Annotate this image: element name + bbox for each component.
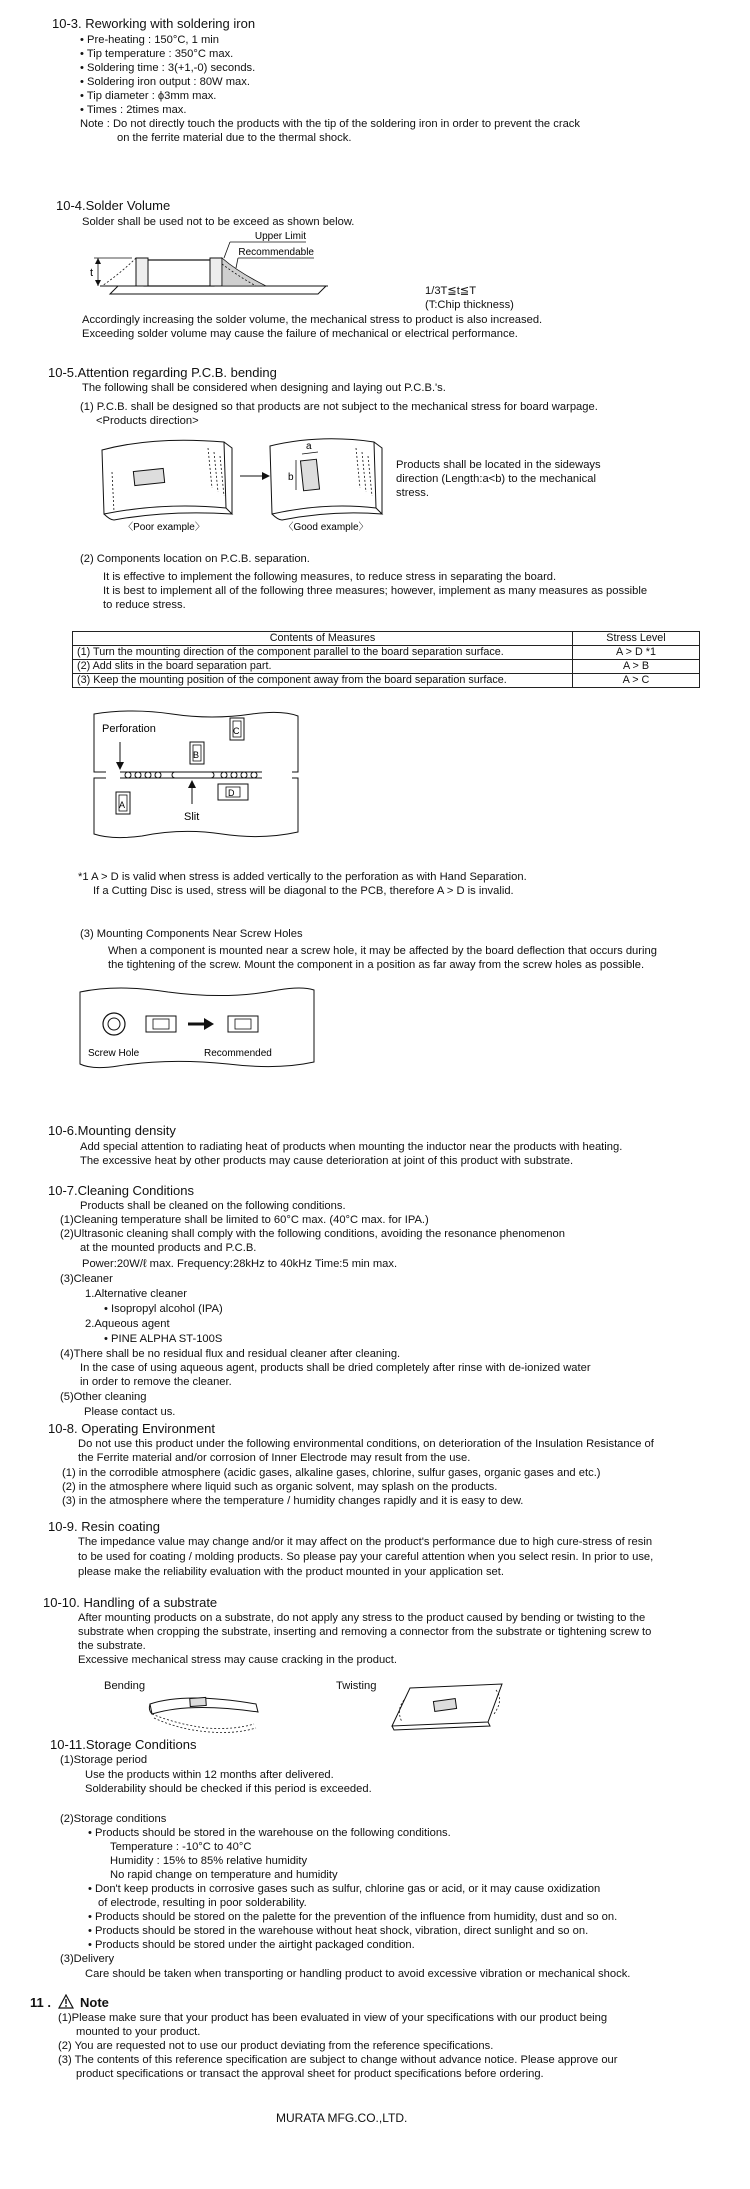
paragraph: at the mounted products and P.C.B. [80, 1242, 257, 1254]
paragraph: It is effective to implement the following measures, to reduce stress in separating the board. [103, 571, 557, 583]
paragraph: (1) P.C.B. shall be designed so that products are not subject to the mechanical stress for board warpage. [80, 401, 598, 413]
table-cell: A > B [573, 660, 700, 674]
paragraph: When a component is mounted near a screw hole, it may be affected by the board deflection that occurs during [108, 945, 657, 957]
paragraph: Power:20W/ℓ max. Frequency:28kHz to 40kHz Time:5 min max. [82, 1258, 398, 1270]
twisting-figure [388, 1680, 508, 1732]
paragraph: mounted to your product. [76, 2026, 201, 2038]
list-item: • Soldering time : 3(+1,-0) seconds. [80, 62, 256, 74]
good-example-label: 〈Good example〉 [283, 522, 369, 532]
paragraph: Add special attention to radiating heat of products when mounting the inductor near the products with heating. [80, 1141, 623, 1153]
list-item: • Pre-heating : 150°C, 1 min [80, 34, 219, 46]
paragraph: (2) Components location on P.C.B. separation. [80, 553, 310, 565]
component-a-label: A [119, 800, 126, 810]
section-10-9-title: 10-9. Resin coating [48, 1519, 161, 1534]
paragraph: Solderability should be checked if this period is exceeded. [85, 1783, 372, 1795]
pcb-direction-figure [94, 428, 384, 532]
paragraph: (3)Cleaner [60, 1273, 113, 1285]
footnote: *1 A > D is valid when stress is added vertically to the perforation as with Hand Separation. [78, 871, 527, 883]
table-row [73, 646, 700, 660]
recommendable-label: Recommendable [238, 247, 314, 258]
perforation-label: Perforation [102, 723, 156, 735]
paragraph: (2) in the atmosphere where liquid such as organic solvent, may splash on the products. [62, 1481, 498, 1493]
table-header-cell: Contents of Measures [73, 632, 573, 646]
paragraph: of electrode, resulting in poor solderability. [98, 1897, 307, 1909]
paragraph: (1) in the corrodible atmosphere (acidic gases, alkaline gases, chlorine, sulfur gases, organic gases and etc.) [62, 1467, 601, 1479]
list-item: • Soldering iron output : 80W max. [80, 76, 250, 88]
paragraph: The following shall be considered when designing and laying out P.C.B.'s. [82, 382, 446, 394]
paragraph: After mounting products on a substrate, do not apply any stress to the product caused by bending or twisting to the [78, 1612, 646, 1624]
formula-note: (T:Chip thickness) [425, 299, 514, 311]
component-d-label: D [228, 788, 235, 798]
paragraph: product specifications or transact the approval sheet for product specifications before ordering. [76, 2068, 544, 2080]
paragraph: direction (Length:a<b) to the mechanical [396, 473, 596, 485]
table-cell: A > C [573, 674, 700, 688]
paragraph: Excessive mechanical stress may cause cracking in the product. [78, 1654, 397, 1666]
table-cell: (2) Add slits in the board separation part. [73, 660, 573, 674]
note-line: Note : Do not directly touch the products with the tip of the soldering iron in order to prevent the crack [80, 118, 580, 130]
paragraph: (3)Delivery [60, 1953, 115, 1965]
paragraph: substrate when cropping the substrate, inserting and removing a connector from the substrate or tightening screw to [78, 1626, 652, 1638]
paragraph: Products shall be cleaned on the following conditions. [80, 1200, 346, 1212]
formula: 1/3T≦t≦T [425, 285, 477, 297]
paragraph: Exceeding solder volume may cause the failure of mechanical or electrical performance. [82, 328, 518, 340]
section-10-6-title: 10-6.Mounting density [48, 1123, 176, 1138]
paragraph: in order to remove the cleaner. [80, 1376, 232, 1388]
paragraph: please make the reliability evaluation with the product mounted in your application set. [78, 1566, 504, 1578]
screw-hole-label: Screw Hole [88, 1048, 140, 1059]
table-cell: A > D *1 [573, 646, 700, 660]
section-11-number: 11 . [30, 1995, 51, 2010]
paragraph: It is best to implement all of the following three measures; however, implement as many measures as possible [103, 585, 648, 597]
solder-volume-figure [88, 228, 408, 300]
paragraph: • Products should be stored under the airtight packaged condition. [88, 1939, 415, 1951]
paragraph: Accordingly increasing the solder volume, the mechanical stress to product is also increased. [82, 314, 543, 326]
paragraph: stress. [396, 487, 429, 499]
list-item: • Times : 2times max. [80, 104, 187, 116]
paragraph: Solder shall be used not to be exceed as shown below. [82, 216, 355, 228]
paragraph: Please contact us. [84, 1406, 176, 1418]
note-line: on the ferrite material due to the thermal shock. [117, 132, 352, 144]
screw-hole-figure [78, 984, 318, 1074]
paragraph: (2) You are requested not to use our product deviating from the reference specifications. [58, 2040, 494, 2052]
footer-company: MURATA MFG.CO.,LTD. [276, 2111, 408, 2125]
paragraph: • Products should be stored in the warehouse on the following conditions. [88, 1827, 451, 1839]
component-c-label: C [233, 726, 240, 736]
paragraph: • Products should be stored on the palette for the prevention of the influence from humidity, dust and so on. [88, 1911, 618, 1923]
paragraph: Temperature : -10°C to 40°C [110, 1841, 252, 1853]
board-separation-figure [92, 708, 302, 848]
component-b-label: B [193, 750, 200, 760]
paragraph: the substrate. [78, 1640, 146, 1652]
section-11-title: Note [80, 1995, 109, 2010]
paragraph: Use the products within 12 months after delivered. [85, 1769, 334, 1781]
paragraph: (1)Please make sure that your product has been evaluated in view of your specifications with our product being [58, 2012, 608, 2024]
footnote: If a Cutting Disc is used, stress will be diagonal to the PCB, therefore A > D is invalid. [93, 885, 514, 897]
paragraph: (1)Storage period [60, 1754, 148, 1766]
table-header-row [73, 632, 700, 646]
paragraph: • Isopropyl alcohol (IPA) [104, 1303, 223, 1315]
paragraph: (2)Storage conditions [60, 1813, 167, 1825]
paragraph: Care should be taken when transporting or handling product to avoid excessive vibration or mechanical shock. [85, 1968, 631, 1980]
fig-t-label: t [90, 267, 94, 279]
table-row [73, 660, 700, 674]
list-item: • Tip diameter : ϕ3mm max. [80, 90, 217, 102]
slit-label: Slit [184, 811, 200, 823]
paragraph: (3) in the atmosphere where the temperature / humidity changes rapidly and it is easy to dew. [62, 1495, 524, 1507]
paragraph: Humidity : 15% to 85% relative humidity [110, 1855, 308, 1867]
section-10-8-title: 10-8. Operating Environment [48, 1421, 215, 1436]
upper-limit-label: Upper Limit [254, 231, 306, 242]
paragraph: (4)There shall be no residual flux and residual cleaner after cleaning. [60, 1348, 401, 1360]
section-10-11-title: 10-11.Storage Conditions [50, 1737, 197, 1752]
fig-b-label: b [288, 472, 294, 483]
twisting-label: Twisting [336, 1680, 377, 1692]
section-10-10-title: 10-10. Handling of a substrate [43, 1595, 218, 1610]
table-row [73, 674, 700, 688]
measures-table [72, 631, 700, 688]
bending-label: Bending [104, 1680, 146, 1692]
table-header-cell: Stress Level [573, 632, 700, 646]
list-item: • Tip temperature : 350°C max. [80, 48, 234, 60]
section-10-5-title: 10-5.Attention regarding P.C.B. bending [48, 365, 277, 380]
paragraph: • Products should be stored in the warehouse without heat shock, vibration, direct sunlight and so on. [88, 1925, 589, 1937]
paragraph: to be used for coating / molding products. So please pay your careful attention when you select resin. In prior to use, [78, 1551, 654, 1563]
poor-example-label: 〈Poor example〉 [123, 522, 205, 532]
paragraph: the tightening of the screw. Mount the component in a position as far away from the screw holes as possible. [108, 959, 645, 971]
paragraph: Products shall be located in the sideways [396, 459, 601, 471]
paragraph: The impedance value may change and/or it may affect on the product's performance due to high cure-stress of resin [78, 1536, 653, 1548]
paragraph: (5)Other cleaning [60, 1391, 147, 1403]
paragraph: 1.Alternative cleaner [85, 1288, 187, 1300]
recommended-label: Recommended [204, 1048, 272, 1059]
paragraph: • PINE ALPHA ST-100S [104, 1333, 223, 1345]
paragraph: the Ferrite material and/or corrosion of Inner Electrode may result from the use. [78, 1452, 471, 1464]
paragraph: (1)Cleaning temperature shall be limited to 60°C max. (40°C max. for IPA.) [60, 1214, 429, 1226]
paragraph: • Don't keep products in corrosive gases such as sulfur, chlorine gas or acid, or it may cause oxidization [88, 1883, 601, 1895]
paragraph: The excessive heat by other products may cause deterioration at joint of this product with substrate. [80, 1155, 574, 1167]
paragraph: Do not use this product under the following environmental conditions, on deterioration of the Insulation Resistance of [78, 1438, 654, 1450]
table-cell: (1) Turn the mounting direction of the component parallel to the board separation surface. [73, 646, 573, 660]
paragraph: <Products direction> [96, 415, 199, 427]
section-10-7-title: 10-7.Cleaning Conditions [48, 1183, 194, 1198]
paragraph: No rapid change on temperature and humidity [110, 1869, 338, 1881]
paragraph: (3) Mounting Components Near Screw Holes [80, 928, 303, 940]
paragraph: to reduce stress. [103, 599, 186, 611]
section-10-3-title: 10-3. Reworking with soldering iron [52, 16, 256, 31]
paragraph: (3) The contents of this reference specification are subject to change without advance notice. Please approve our [58, 2054, 618, 2066]
fig-a-label: a [306, 441, 312, 452]
table-cell: (3) Keep the mounting position of the component away from the board separation surface. [73, 674, 573, 688]
bending-figure [146, 1688, 264, 1736]
warning-icon [58, 1994, 74, 2009]
paragraph: In the case of using aqueous agent, products shall be dried completely after rinse with de-ionized water [80, 1362, 591, 1374]
section-10-4-title: 10-4.Solder Volume [56, 198, 171, 213]
paragraph: (2)Ultrasonic cleaning shall comply with the following conditions, avoiding the resonance phenomenon [60, 1228, 565, 1240]
paragraph: 2.Aqueous agent [85, 1318, 170, 1330]
